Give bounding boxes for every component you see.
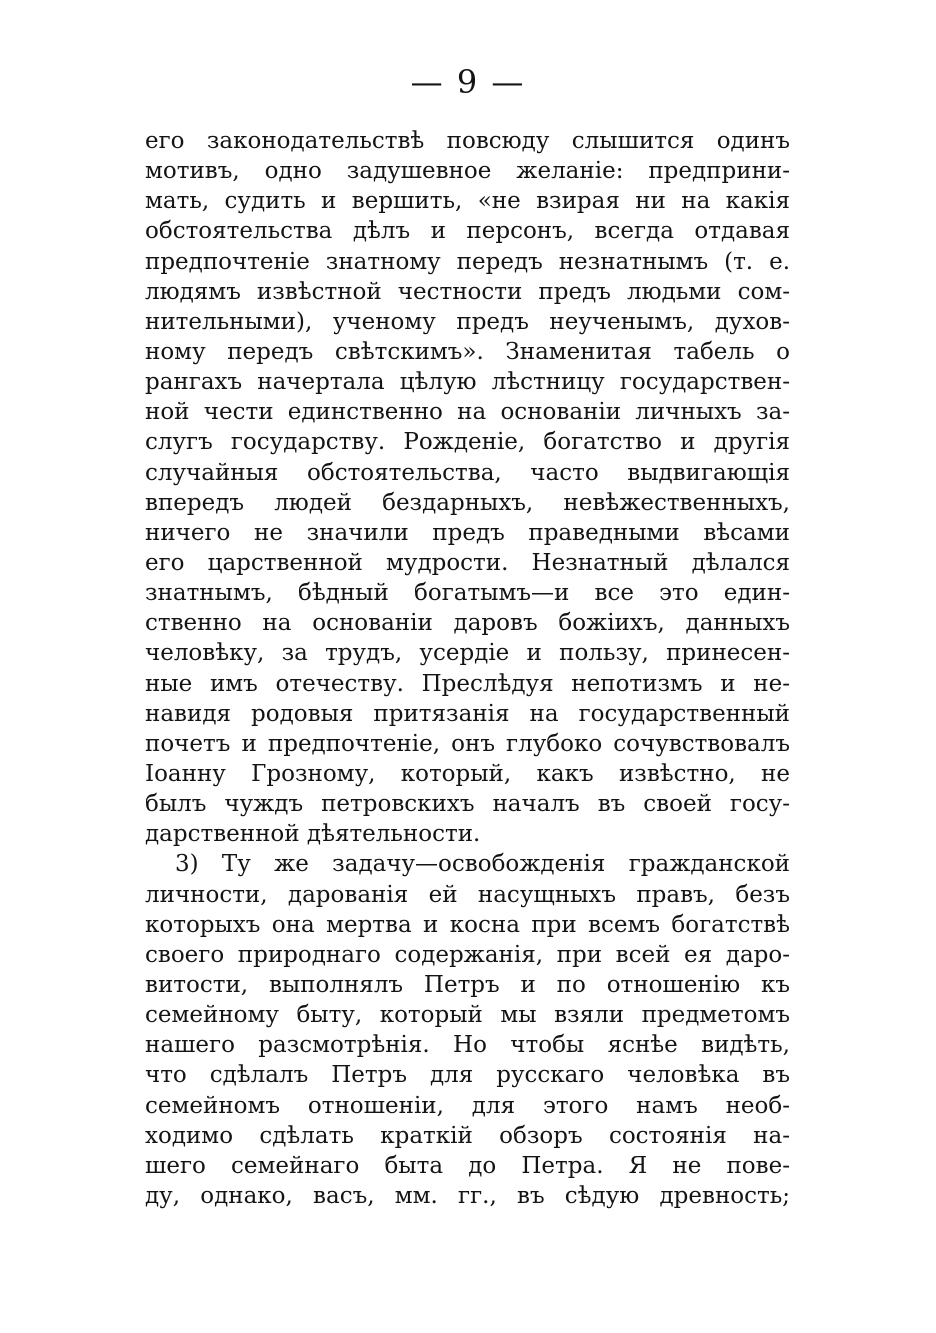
text-line: слугъ государству. Рожденіе, богатство и другія bbox=[145, 429, 790, 456]
text-line: нашего разсмотрѣнія. Но чтобы яснѣе видѣть, bbox=[145, 1032, 790, 1059]
text-line: навидя родовыя притязанія на государственный bbox=[145, 700, 790, 727]
text-line: мать, судить и вершить, «не взирая ни на какія bbox=[145, 188, 790, 215]
text-line: былъ чуждъ петровскихъ началъ въ своей госу- bbox=[145, 791, 790, 818]
text-line: почетъ и предпочтеніе, онъ глубоко сочувствовалъ bbox=[145, 730, 790, 757]
text-line: впередъ людей бездарныхъ, невѣжественныхъ, bbox=[145, 489, 790, 516]
text-line: ной чести единственно на основаніи личныхъ за- bbox=[145, 399, 790, 426]
text-line: случайныя обстоятельства, часто выдвигающія bbox=[145, 459, 790, 486]
text-line: ходимо сдѣлать краткій обзоръ состоянія на- bbox=[145, 1122, 790, 1149]
text-line: обстоятельства дѣлъ и персонъ, всегда отдавая bbox=[145, 218, 790, 245]
paragraph-2 bbox=[145, 849, 790, 1211]
text-line: мотивъ, одно задушевное желаніе: предприни- bbox=[145, 158, 790, 185]
paragraph-1 bbox=[145, 126, 790, 849]
text-line: шего семейнаго быта до Петра. Я не пове- bbox=[145, 1152, 790, 1179]
text-line: рангахъ начертала цѣлую лѣстницу государствен- bbox=[145, 369, 790, 396]
text-line: дарственной дѣятельности. bbox=[145, 821, 481, 848]
text-line: ственно на основаніи даровъ божіихъ, данныхъ bbox=[145, 610, 790, 637]
text-line: его законодательствѣ повсюду слышится одинъ bbox=[145, 128, 790, 154]
text-line: ному передъ свѣтскимъ». Знаменитая табель о bbox=[145, 338, 790, 365]
text-line: его царственной мудрости. Незнатный дѣлался bbox=[145, 549, 790, 576]
text-line: человѣку, за трудъ, усердіе и пользу, принесен- bbox=[145, 640, 790, 667]
page-number: — 9 — bbox=[410, 63, 526, 101]
text-line: ные имъ отечеству. Преслѣдуя непотизмъ и не- bbox=[145, 670, 790, 697]
text-line: ничего не значили предъ праведными вѣсами bbox=[145, 519, 790, 546]
text-line: предпочтеніе знатному передъ незнатнымъ (т. е. bbox=[145, 248, 790, 275]
text-line: семейному быту, который мы взяли предметомъ bbox=[145, 1002, 790, 1029]
text-line: личности, дарованія ей насущныхъ правъ, безъ bbox=[145, 881, 790, 908]
text-line: которыхъ она мертва и косна при всемъ богатствѣ bbox=[145, 911, 790, 938]
text-line: людямъ извѣстной честности предъ людьми сом- bbox=[145, 278, 790, 305]
text-line: своего природнаго содержанія, при всей ея даро- bbox=[145, 941, 790, 968]
text-line: Іоанну Грозному, который, какъ извѣстно, не bbox=[145, 760, 790, 787]
text-line: семейномъ отношеніи, для этого намъ необ- bbox=[145, 1092, 790, 1119]
text-line: ду, однако, васъ, мм. гг., въ сѣдую древность; bbox=[145, 1182, 790, 1209]
body-text bbox=[145, 126, 790, 1211]
text-line: 3) Ту же задачу—освобожденія гражданской bbox=[175, 851, 790, 878]
text-line: витости, выполнялъ Петръ и по отношенію къ bbox=[145, 971, 790, 998]
text-line: знатнымъ, бѣдный богатымъ—и все это един- bbox=[145, 580, 790, 607]
text-line: что сдѣлалъ Петръ для русскаго человѣка въ bbox=[145, 1062, 790, 1089]
text-line: нительными), ученому предъ неученымъ, духов- bbox=[145, 308, 790, 335]
